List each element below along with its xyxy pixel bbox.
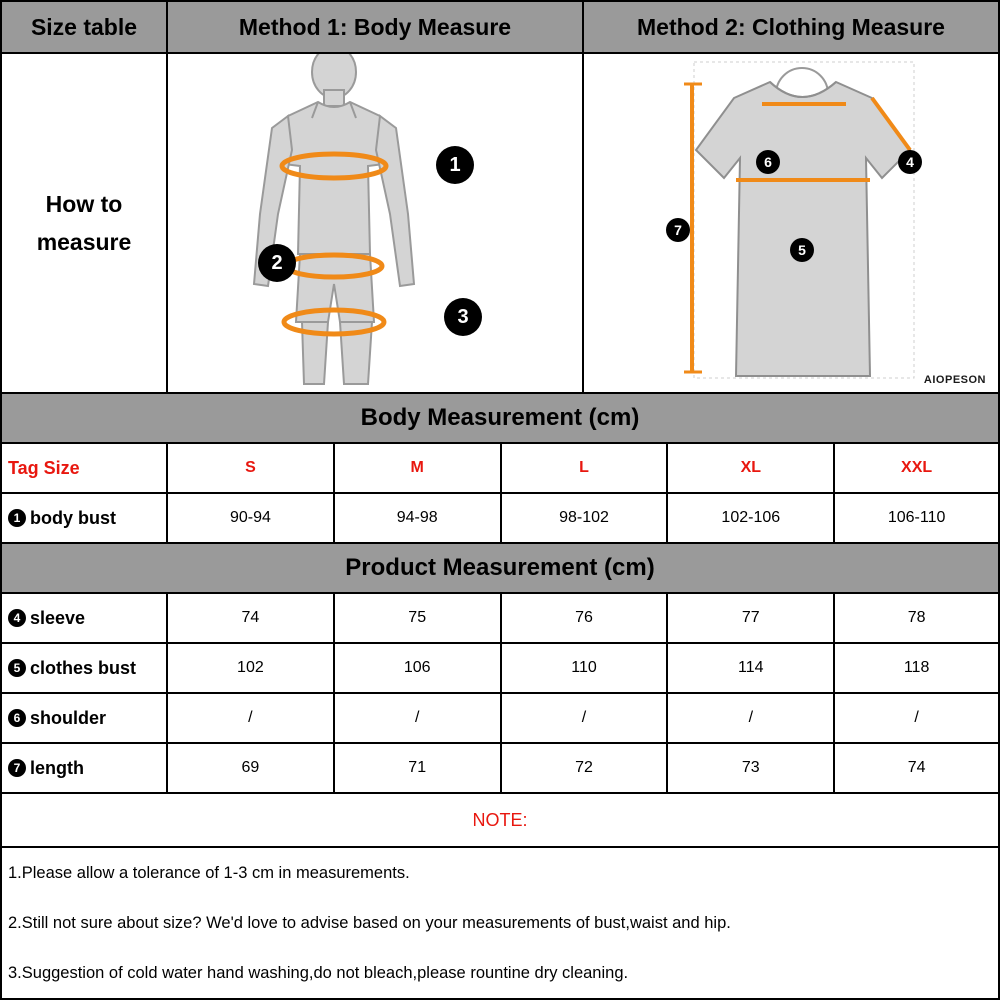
row-label-body-bust (2, 494, 168, 542)
product-measurement-title: Product Measurement (cm) (345, 554, 655, 581)
cell-shoulder-s: / (168, 694, 335, 742)
cell-body-bust-xl: 102-106 (668, 494, 835, 542)
illustration-row (2, 54, 998, 394)
cell-length-s: 69 (168, 744, 335, 792)
row-badge-7: 7 (8, 759, 26, 777)
size-col-l: L (502, 444, 669, 492)
clothing-measure-illustration (584, 54, 998, 392)
cell-length-xl: 73 (668, 744, 835, 792)
cell-sleeve-xxl: 78 (907, 609, 926, 626)
cell-body-bust-l: 98-102 (502, 494, 669, 542)
cell-body-bust-m: 94-98 (335, 494, 502, 542)
tag-size-label (2, 444, 168, 492)
tag-size-text: Tag Size (8, 457, 80, 478)
row-label-clothes-bust (2, 644, 168, 692)
clothing-badge-6: 6 (756, 150, 780, 174)
cell-shoulder-xl: / (668, 694, 835, 742)
header-method-1: Method 1: Body Measure (168, 2, 584, 52)
note-line-3: 3.Suggestion of cold water hand washing,do not bleach,please rountine dry cleaning. (8, 963, 629, 982)
cell-sleeve-m: 75 (335, 594, 502, 642)
table-header-row (2, 2, 998, 54)
clothing-badge-4: 4 (898, 150, 922, 174)
body-figure-svg (168, 54, 584, 390)
body-measurement-title: Body Measurement (cm) (360, 404, 640, 431)
cell-shoulder-l: / (502, 694, 669, 742)
row-badge-1: 1 (8, 509, 26, 527)
row-label-shoulder (2, 694, 168, 742)
table-row (2, 694, 998, 744)
size-header-row (2, 444, 998, 494)
row-label-length (2, 744, 168, 792)
note-line-1: 1.Please allow a tolerance of 1-3 cm in measurements. (8, 863, 410, 882)
header-size-table: Size table (2, 2, 168, 52)
cell-body-bust-xxl: 106-110 (887, 509, 946, 526)
row-label-text: sleeve (30, 607, 86, 628)
header-method-2: Method 2: Clothing Measure (637, 13, 945, 40)
table-row (2, 494, 998, 544)
row-label-text: length (30, 757, 84, 778)
cell-clothes-bust-l: 110 (502, 644, 669, 692)
body-badge-1: 1 (436, 146, 474, 184)
body-measure-illustration (168, 54, 584, 392)
note-line-2: 2.Still not sure about size? We'd love to advise based on your measurements of bust,waist and hip. (8, 913, 731, 932)
cell-length-xxl: 74 (907, 759, 926, 776)
size-col-m: M (335, 444, 502, 492)
cell-shoulder-m: / (335, 694, 502, 742)
row-badge-4: 4 (8, 609, 26, 627)
clothing-badge-7: 7 (666, 218, 690, 242)
cell-length-m: 71 (335, 744, 502, 792)
cell-clothes-bust-xxl: 118 (903, 659, 930, 676)
cell-clothes-bust-s: 102 (168, 644, 335, 692)
brand-watermark: AIOPESON (923, 374, 986, 386)
how-to-line1: How to (45, 191, 123, 217)
table-row (2, 644, 998, 694)
row-label-text: body bust (30, 507, 116, 528)
how-to-measure-cell (2, 54, 168, 392)
row-label-sleeve (2, 594, 168, 642)
cell-clothes-bust-xl: 114 (668, 644, 835, 692)
how-to-line2: measure (36, 229, 132, 255)
cell-body-bust-s: 90-94 (168, 494, 335, 542)
table-row (2, 744, 998, 794)
row-badge-6: 6 (8, 709, 26, 727)
size-col-xl: XL (668, 444, 835, 492)
cell-length-l: 72 (502, 744, 669, 792)
cell-sleeve-l: 76 (502, 594, 669, 642)
body-badge-2: 2 (258, 244, 296, 282)
cell-sleeve-xl: 77 (668, 594, 835, 642)
row-badge-5: 5 (8, 659, 26, 677)
tshirt-svg (584, 54, 998, 390)
cell-sleeve-s: 74 (168, 594, 335, 642)
row-label-text: clothes bust (30, 657, 137, 678)
cell-clothes-bust-m: 106 (335, 644, 502, 692)
row-label-text: shoulder (30, 707, 107, 728)
size-col-xxl: XXL (901, 459, 933, 476)
body-measurement-title-row (2, 394, 998, 444)
clothing-badge-5: 5 (790, 238, 814, 262)
body-badge-3: 3 (444, 298, 482, 336)
cell-shoulder-xxl: / (914, 709, 919, 726)
note-title-row (2, 794, 998, 848)
size-col-s: S (168, 444, 335, 492)
table-row (2, 594, 998, 644)
note-title: NOTE: (472, 809, 528, 830)
product-measurement-title-row (2, 544, 998, 594)
